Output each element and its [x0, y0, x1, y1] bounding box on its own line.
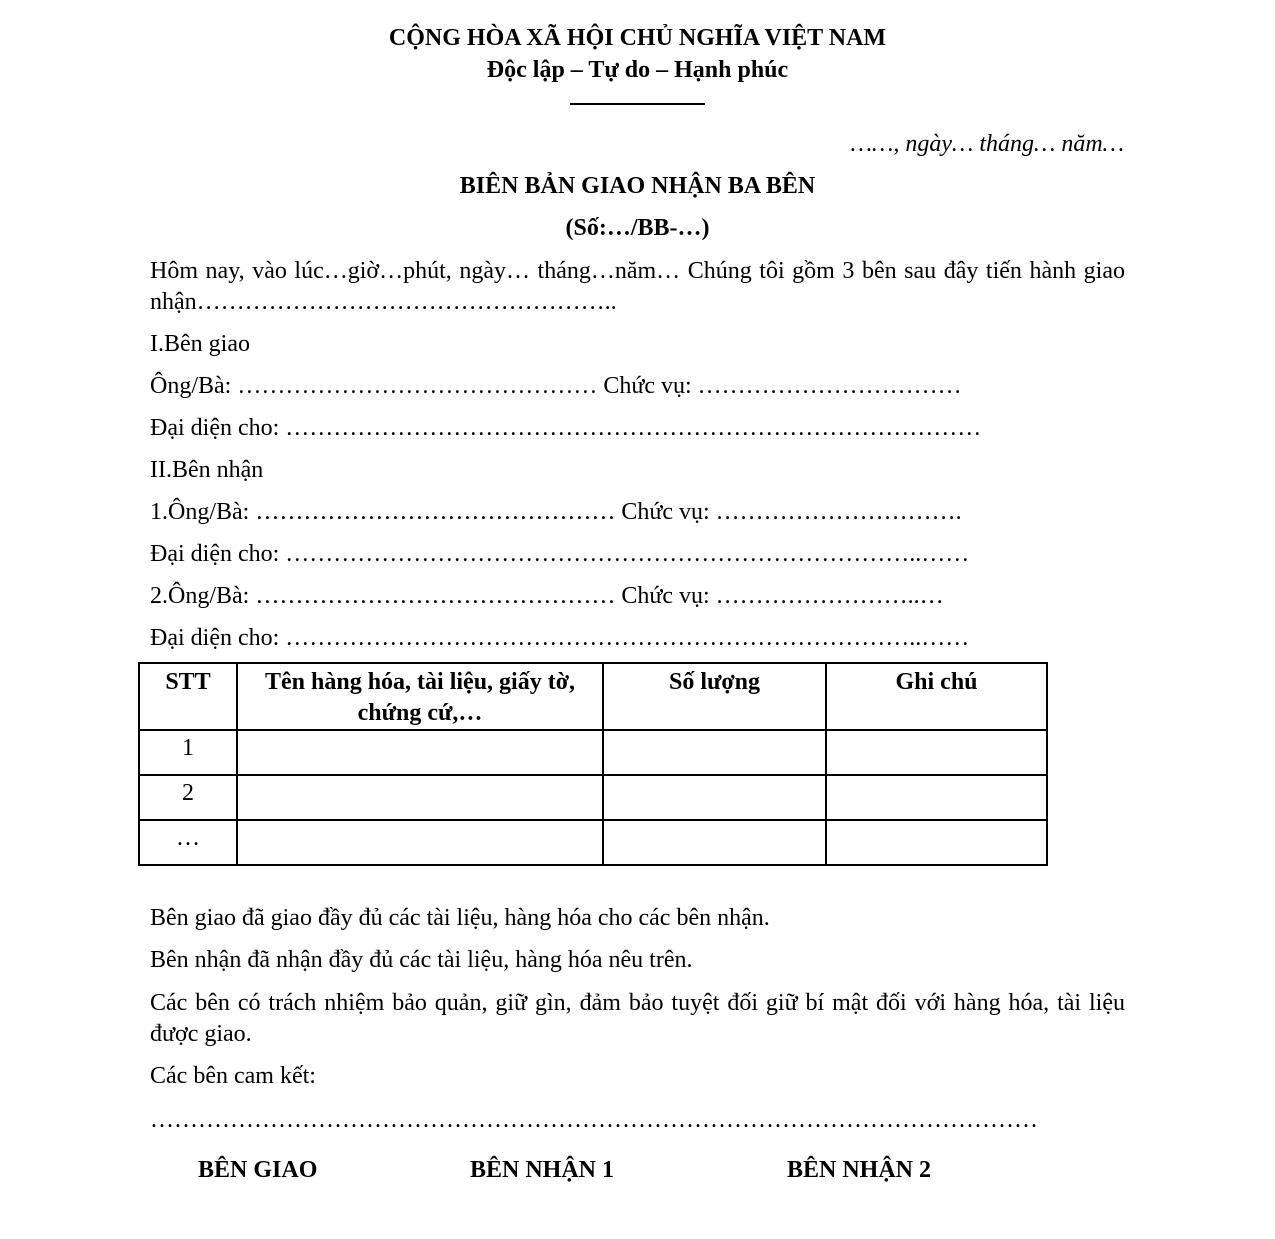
- intro-paragraph: Hôm nay, vào lúc…giờ…phút, ngày… tháng…năm… Chúng tôi gồm 3 bên sau đây tiến hành giao nhận……………………………………………..: [150, 258, 1125, 315]
- header-note: Ghi chú: [826, 663, 1047, 730]
- document-title: BIÊN BẢN GIAO NHẬN BA BÊN: [459, 173, 816, 199]
- nhan2-person-line: 2.Ông/Bà: ……………………………………… Chức vụ: ……………………..…: [150, 583, 944, 609]
- cell-stt: 1: [139, 730, 237, 775]
- statement-commitment: Các bên cam kết:: [150, 1063, 316, 1089]
- motto-underline: [570, 103, 705, 105]
- section-heading-giao: I.Bên giao: [150, 331, 250, 357]
- cell-quantity: [603, 775, 826, 820]
- cell-quantity: [603, 820, 826, 865]
- signature-ben-giao: BÊN GIAO: [198, 1157, 318, 1183]
- statement-received: Bên nhận đã nhận đầy đủ các tài liệu, hàng hóa nêu trên.: [150, 947, 693, 973]
- nation-heading: CỘNG HÒA XÃ HỘI CHỦ NGHĨA VIỆT NAM: [388, 25, 887, 51]
- signature-ben-nhan-2: BÊN NHẬN 2: [787, 1157, 932, 1183]
- header-item-name: Tên hàng hóa, tài liệu, giấy tờ, chứng cứ,…: [237, 663, 603, 730]
- nhan1-person-line: 1.Ông/Bà: ……………………………………… Chức vụ: ………………………….: [150, 499, 962, 525]
- table-row: [139, 775, 1047, 820]
- cell-note: [826, 775, 1047, 820]
- giao-represent-line: Đại diện cho: ……………………………………………………………………………: [150, 415, 982, 441]
- cell-quantity: [603, 730, 826, 775]
- nhan1-represent-line: Đại diện cho: ……………………………………………………………………..……: [150, 541, 970, 567]
- table-row: [139, 820, 1047, 865]
- cell-stt: 2: [139, 775, 237, 820]
- items-table: [138, 662, 1048, 866]
- nhan2-represent-line: Đại diện cho: ……………………………………………………………………..……: [150, 625, 970, 651]
- cell-note: [826, 820, 1047, 865]
- cell-item-name: [237, 775, 603, 820]
- statement-responsibility: Các bên có trách nhiệm bảo quản, giữ gìn, đảm bảo tuyệt đối giữ bí mật đối với hàng hóa, tài liệu được giao.: [150, 990, 1125, 1047]
- commitment-dotted-line: …………………………………………………………………………………………………: [150, 1107, 1038, 1133]
- header-quantity: Số lượng: [603, 663, 826, 730]
- table-row: [139, 730, 1047, 775]
- giao-person-line: Ông/Bà: ……………………………………… Chức vụ: ……………………………: [150, 373, 962, 399]
- motto: Độc lập – Tự do – Hạnh phúc: [486, 57, 789, 83]
- statement-delivered: Bên giao đã giao đầy đủ các tài liệu, hàng hóa cho các bên nhận.: [150, 905, 770, 931]
- section-heading-nhan: II.Bên nhận: [150, 457, 264, 483]
- table-header-row: [139, 663, 1047, 730]
- cell-item-name: [237, 820, 603, 865]
- date-line: ……, ngày… tháng… năm…: [850, 131, 1124, 157]
- document-number: (Số:…/BB-…): [565, 215, 710, 241]
- cell-stt: …: [139, 820, 237, 865]
- signature-ben-nhan-1: BÊN NHẬN 1: [470, 1157, 615, 1183]
- header-stt: STT: [139, 663, 237, 730]
- cell-note: [826, 730, 1047, 775]
- cell-item-name: [237, 730, 603, 775]
